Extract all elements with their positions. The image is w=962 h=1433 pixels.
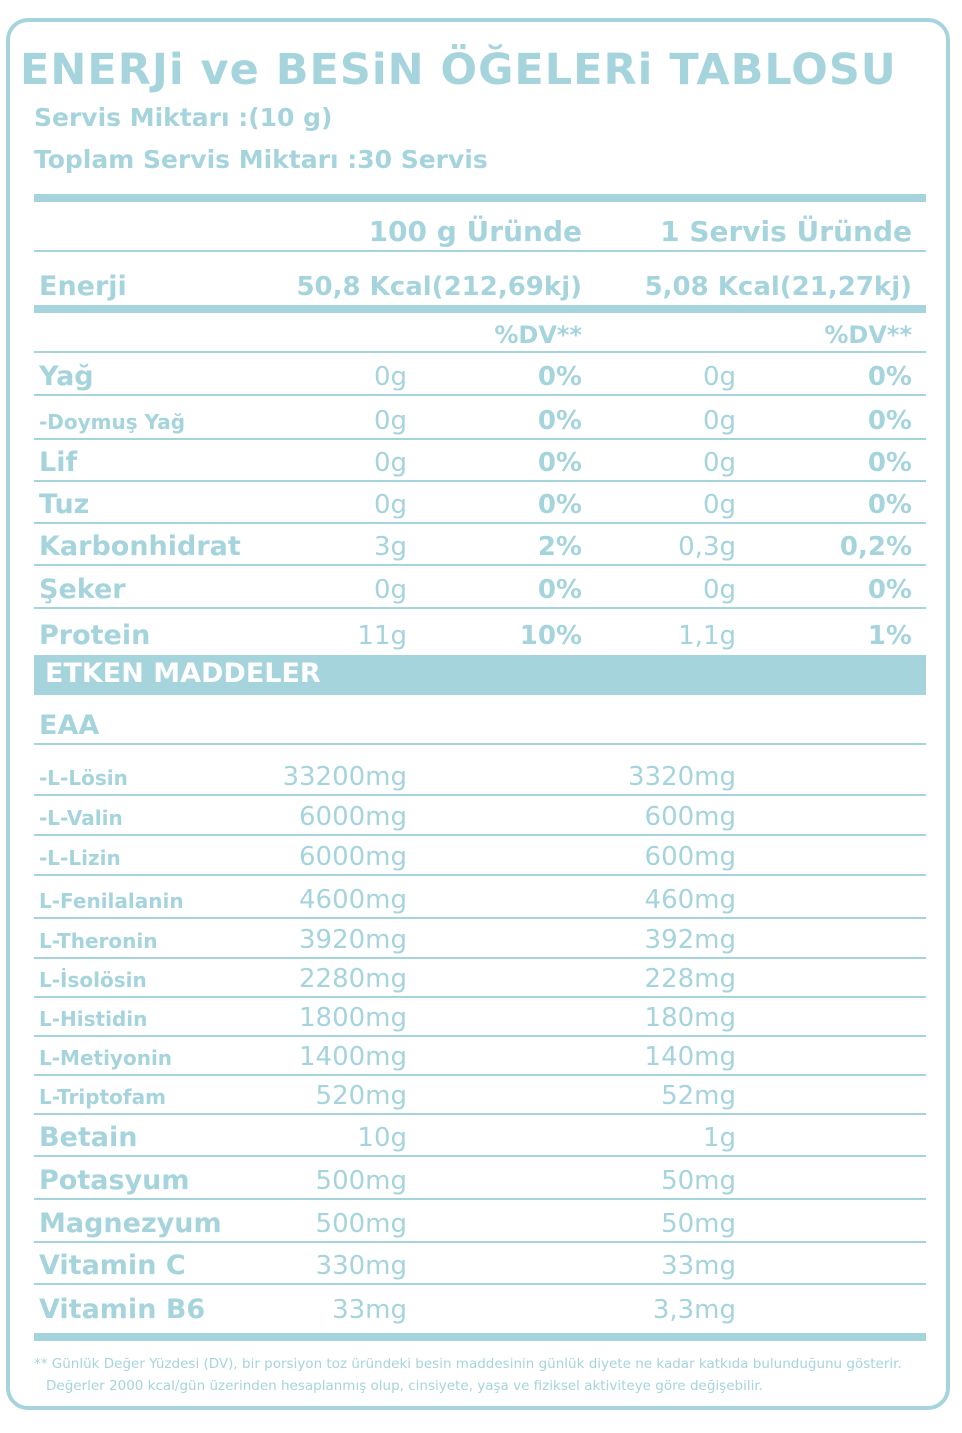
nutrient-dv-per100: 0% [537, 362, 582, 392]
nutrient-label: Yağ [39, 361, 94, 392]
nutrient-dv-per-serving: 0,2% [839, 532, 912, 562]
nutrient-row [34, 566, 926, 609]
active-ingredient-per-serving: 50mg [661, 1209, 736, 1239]
col-100g-header: 100 g Üründe [368, 215, 582, 248]
active-ingredient-row [34, 998, 926, 1037]
nutrient-dv-per100: 0% [537, 448, 582, 478]
nutrient-per100: 0g [373, 362, 407, 392]
active-ingredient-row [34, 876, 926, 919]
active-ingredients-title: ETKEN MADDELER [45, 658, 321, 689]
active-ingredient-per-serving: 600mg [644, 802, 736, 832]
active-ingredient-per100: 1800mg [299, 1003, 407, 1033]
nutrient-per-serving: 0g [702, 490, 736, 520]
nutrient-row [34, 396, 926, 440]
active-ingredient-per100: 1400mg [299, 1042, 407, 1072]
nutrient-row [34, 440, 926, 482]
active-ingredient-per-serving: 140mg [644, 1042, 736, 1072]
nutrient-label: Karbonhidrat [39, 531, 241, 562]
dv-header-row [34, 313, 926, 353]
active-ingredient-row [34, 1285, 926, 1327]
nutrient-dv-per-serving: 0% [867, 490, 912, 520]
bottom-divider [34, 1333, 926, 1341]
nutrient-per100: 0g [373, 490, 407, 520]
active-ingredient-per100: 10g [357, 1123, 407, 1153]
nutrient-label: Protein [39, 620, 151, 651]
active-ingredient-label: L-Theronin [39, 929, 158, 953]
active-ingredient-label: L-Fenilalanin [39, 889, 184, 913]
energy-divider [34, 305, 926, 313]
active-ingredient-per100: 6000mg [299, 802, 407, 832]
active-ingredient-row [34, 919, 926, 959]
nutrient-dv-per100: 2% [537, 532, 582, 562]
nutrient-per-serving: 0g [702, 448, 736, 478]
eaa-label: EAA [39, 710, 100, 741]
nutrient-label: Lif [39, 447, 78, 478]
nutrient-per-serving: 0g [702, 406, 736, 436]
active-ingredient-per-serving: 52mg [661, 1081, 736, 1111]
active-ingredient-row [34, 1037, 926, 1076]
top-divider [34, 194, 926, 202]
active-ingredient-label: -L-Valin [39, 806, 123, 830]
active-ingredient-label: Magnezyum [39, 1208, 222, 1239]
active-ingredients-header [34, 655, 926, 695]
active-ingredient-label: L-Histidin [39, 1007, 148, 1031]
active-ingredient-per100: 4600mg [299, 885, 407, 915]
active-ingredient-row [34, 745, 926, 796]
nutrient-row [34, 524, 926, 566]
active-ingredient-row [34, 1076, 926, 1115]
nutrient-per100: 11g [357, 621, 407, 651]
active-ingredient-per-serving: 3320mg [628, 762, 736, 792]
active-ingredient-label: Betain [39, 1122, 138, 1153]
energy-label: Enerji [39, 271, 127, 302]
nutrient-per-serving: 1,1g [678, 621, 736, 651]
active-ingredient-per-serving: 228mg [644, 964, 736, 994]
active-ingredient-per-serving: 3,3mg [652, 1295, 736, 1325]
active-ingredient-per100: 500mg [315, 1166, 407, 1196]
nutrient-dv-per-serving: 0% [867, 575, 912, 605]
footnote-line-1: ** Günlük Değer Yüzdesi (DV), bir porsiyon toz üründeki besin maddesinin günlük diyete ne kadar katkıda bulunduğunu gösterir. [34, 1356, 902, 1372]
nutrient-dv-per-serving: 0% [867, 406, 912, 436]
nutrient-per-serving: 0,3g [678, 532, 736, 562]
nutrient-row [34, 353, 926, 396]
table-title: ENERJi ve BESiN ÖĞELERi TABLOSU [20, 45, 897, 95]
active-ingredient-per100: 330mg [315, 1251, 407, 1281]
active-ingredient-per100: 33200mg [282, 762, 407, 792]
active-ingredient-label: L-İsolösin [39, 968, 147, 992]
nutrient-per-serving: 0g [702, 362, 736, 392]
nutrient-dv-per100: 0% [537, 406, 582, 436]
dv-header-serving: %DV** [824, 321, 912, 349]
nutrient-dv-per-serving: 0% [867, 448, 912, 478]
column-header-row [34, 202, 926, 252]
nutrient-row [34, 609, 926, 653]
active-ingredient-label: Potasyum [39, 1165, 190, 1196]
active-ingredient-per-serving: 600mg [644, 842, 736, 872]
dv-header-100g: %DV** [494, 321, 582, 349]
nutrient-label: Şeker [39, 574, 126, 605]
active-ingredient-per-serving: 392mg [644, 925, 736, 955]
active-ingredient-per100: 520mg [315, 1081, 407, 1111]
col-serving-header: 1 Servis Üründe [660, 215, 912, 248]
nutrient-per-serving: 0g [702, 575, 736, 605]
nutrient-dv-per100: 0% [537, 575, 582, 605]
eaa-row [34, 697, 926, 745]
active-ingredient-per100: 2280mg [299, 964, 407, 994]
footnote-line-2: Değerler 2000 kcal/gün üzerinden hesaplanmış olup, cinsiyete, yaşa ve fiziksel aktiviteye göre değişebilir. [46, 1378, 763, 1394]
nutrient-dv-per-serving: 1% [867, 621, 912, 651]
active-ingredient-row [34, 959, 926, 998]
energy-per100: 50,8 Kcal(212,69kj) [296, 272, 582, 302]
active-ingredient-row [34, 1243, 926, 1285]
nutrient-label: -Doymuş Yağ [39, 410, 186, 434]
active-ingredient-label: L-Metiyonin [39, 1046, 173, 1070]
nutrient-dv-per100: 0% [537, 490, 582, 520]
active-ingredient-per100: 33mg [332, 1295, 407, 1325]
active-ingredient-row [34, 1200, 926, 1243]
active-ingredient-label: L-Triptofam [39, 1085, 166, 1109]
nutrient-row [34, 482, 926, 524]
active-ingredient-label: Vitamin C [39, 1250, 186, 1281]
nutrient-dv-per100: 10% [519, 621, 582, 651]
active-ingredient-row [34, 836, 926, 876]
nutrient-dv-per-serving: 0% [867, 362, 912, 392]
nutrient-per100: 0g [373, 406, 407, 436]
active-ingredient-per-serving: 33mg [661, 1251, 736, 1281]
nutrient-label: Tuz [39, 489, 90, 520]
active-ingredient-per-serving: 460mg [644, 885, 736, 915]
active-ingredient-per-serving: 180mg [644, 1003, 736, 1033]
active-ingredient-label: -L-Lösin [39, 766, 128, 790]
total-servings: Toplam Servis Miktarı :30 Servis [34, 145, 488, 174]
active-ingredient-per-serving: 1g [702, 1123, 736, 1153]
nutrient-per100: 0g [373, 448, 407, 478]
active-ingredient-row [34, 1157, 926, 1200]
nutrient-per100: 3g [373, 532, 407, 562]
active-ingredient-label: -L-Lizin [39, 846, 121, 870]
active-ingredient-label: Vitamin B6 [39, 1294, 206, 1325]
energy-per-serving: 5,08 Kcal(21,27kj) [644, 272, 912, 302]
nutrient-per100: 0g [373, 575, 407, 605]
serving-size: Servis Miktarı :(10 g) [34, 103, 333, 132]
active-ingredient-per100: 3920mg [299, 925, 407, 955]
active-ingredient-row [34, 1115, 926, 1157]
active-ingredient-row [34, 796, 926, 836]
active-ingredient-per100: 500mg [315, 1209, 407, 1239]
active-ingredient-per-serving: 50mg [661, 1166, 736, 1196]
active-ingredient-per100: 6000mg [299, 842, 407, 872]
energy-row [34, 252, 926, 304]
